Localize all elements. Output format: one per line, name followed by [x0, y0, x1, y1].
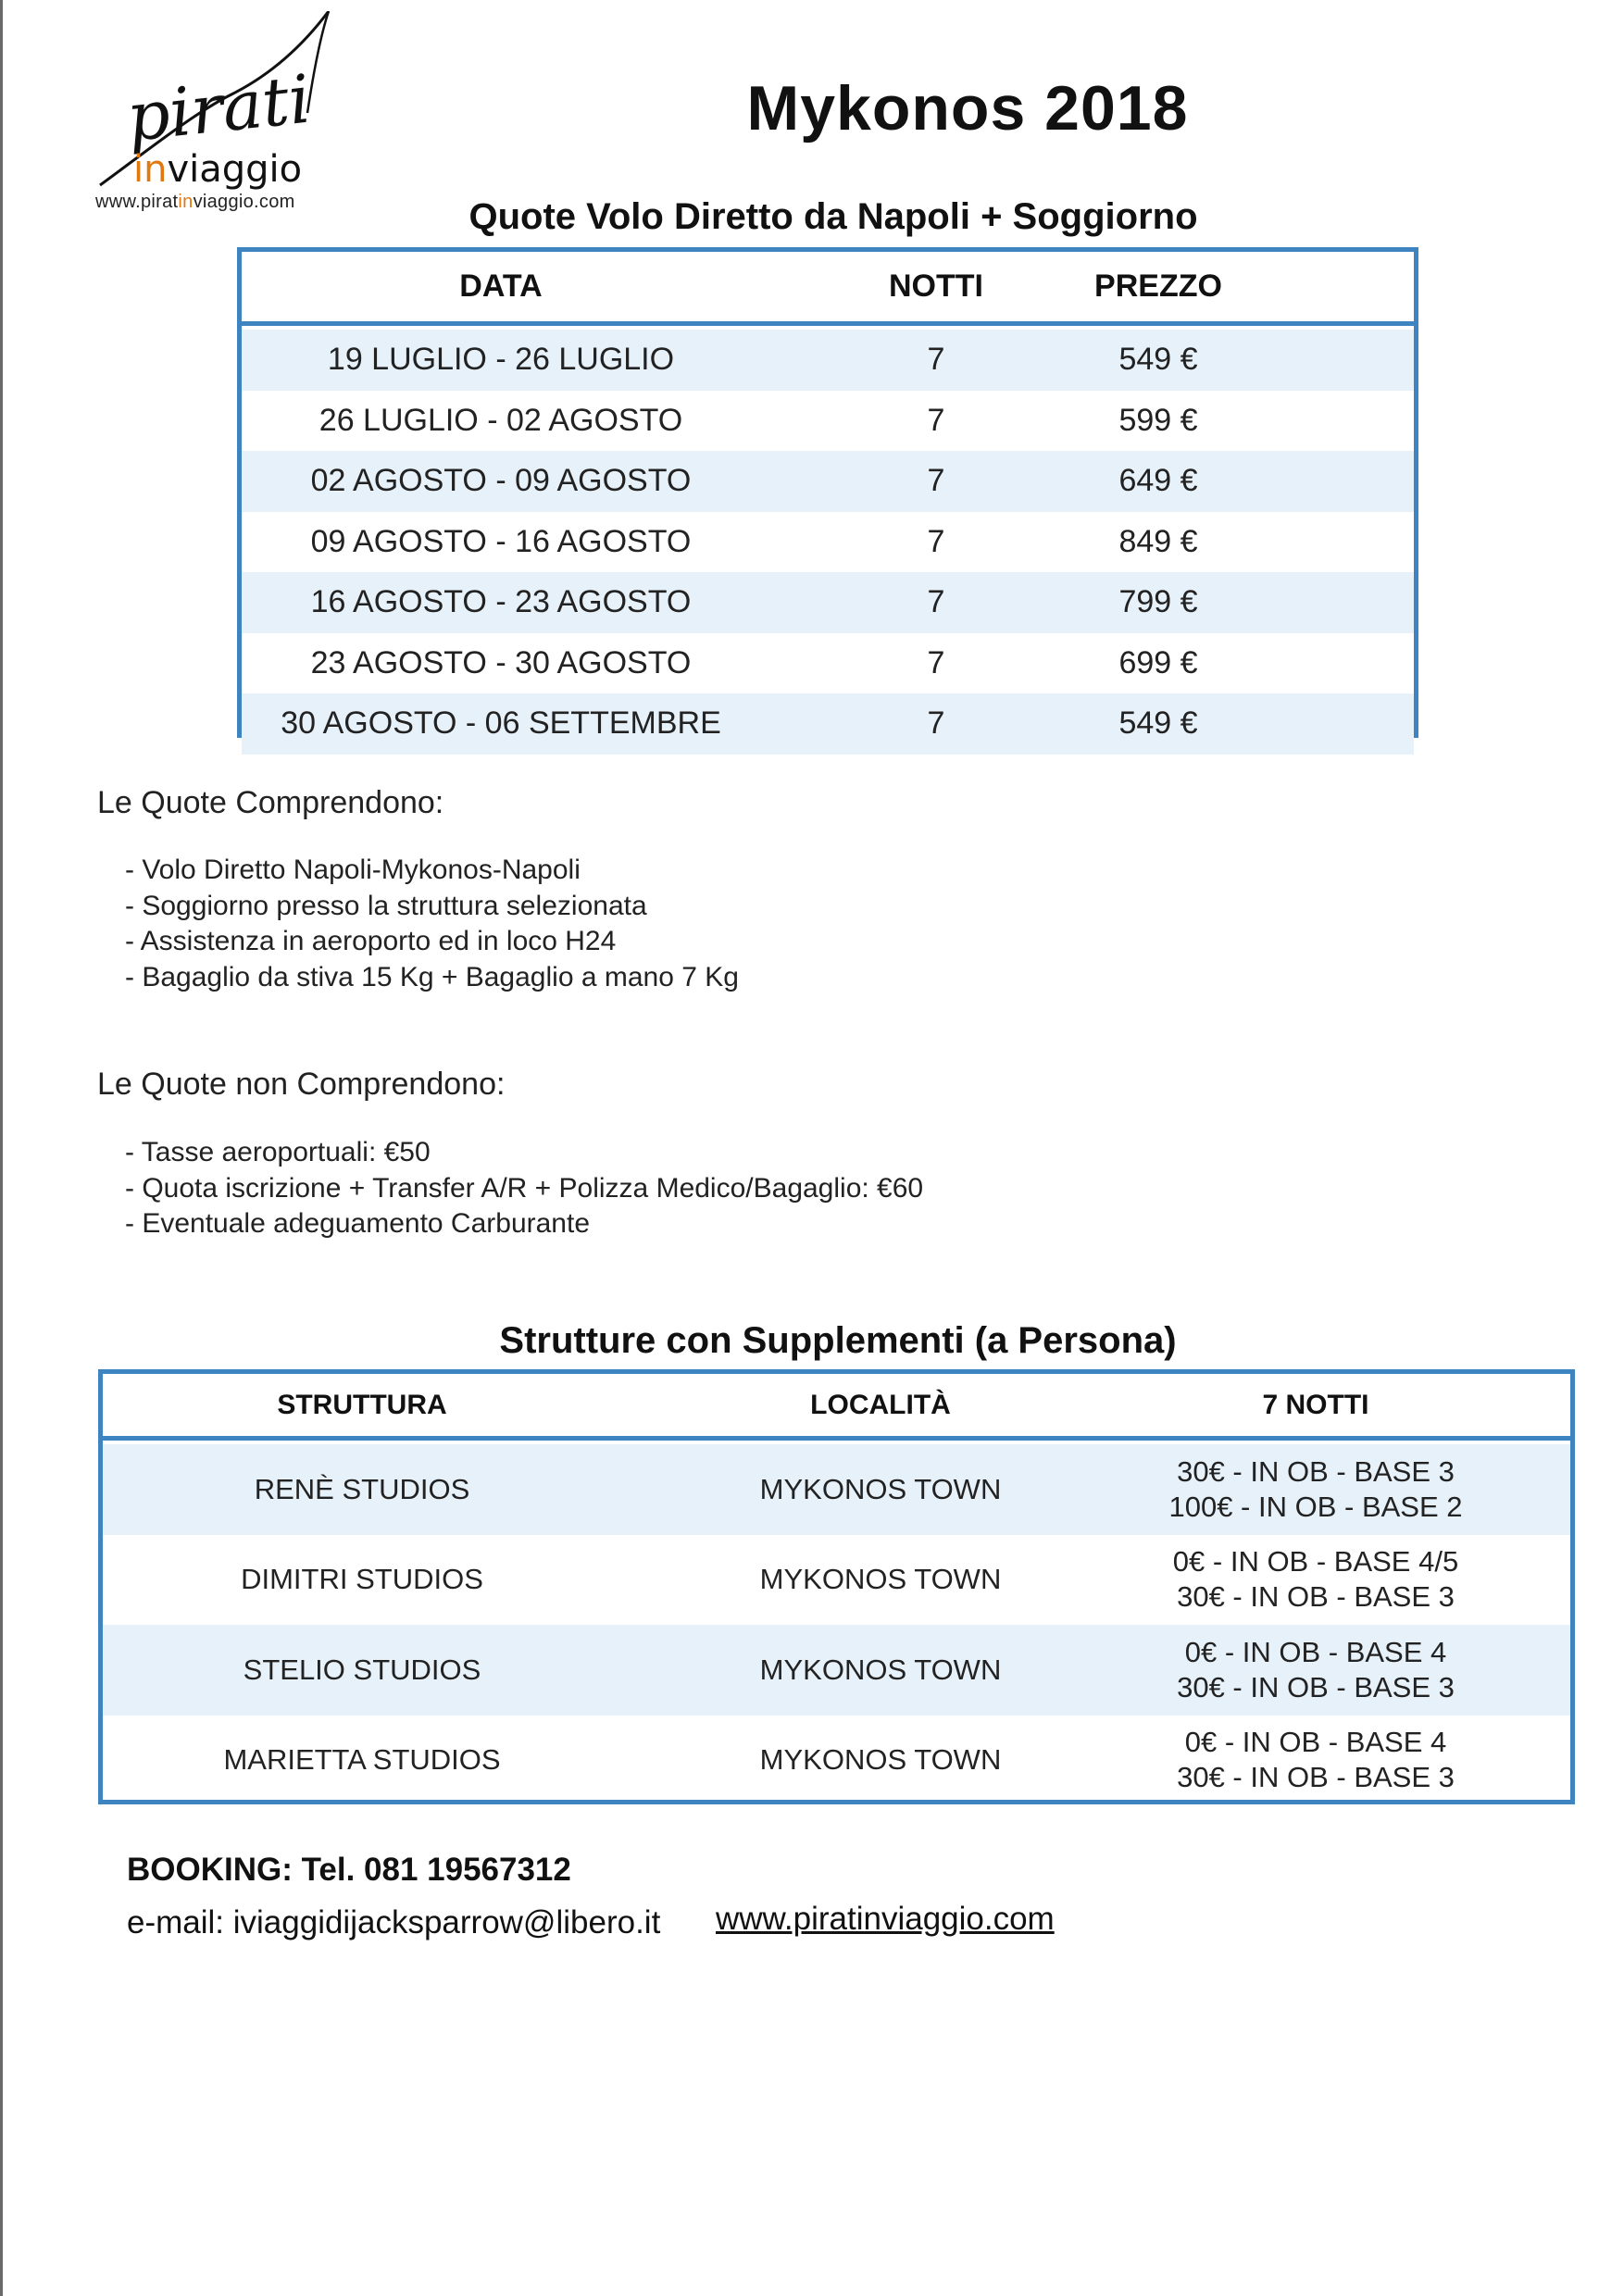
- supplement-line: 30€ - IN OB - BASE 3: [1177, 1761, 1455, 1794]
- header-date: DATA: [459, 268, 543, 304]
- structure-location: MYKONOS TOWN: [759, 1653, 1002, 1686]
- contact-email: e-mail: iviaggidijacksparrow@libero.it: [127, 1904, 661, 1940]
- list-item: - Bagaglio da stiva 15 Kg + Bagaglio a mano 7 Kg: [125, 960, 739, 996]
- nights-cell: 7: [927, 584, 945, 620]
- nights-cell: 7: [927, 705, 945, 742]
- table-row: [242, 693, 1414, 755]
- logo-text-bottom: [133, 148, 302, 191]
- date-cell: 09 AGOSTO - 16 AGOSTO: [310, 523, 692, 559]
- table-row: [103, 1625, 1570, 1716]
- supplement-line: 0€ - IN OB - BASE 4/5: [1172, 1545, 1459, 1578]
- list-item: - Volo Diretto Napoli-Mykonos-Napoli: [125, 853, 739, 889]
- header-price: PREZZO: [1094, 268, 1222, 304]
- table-row: [242, 330, 1414, 391]
- logo-url: www.piratinviaggio.com: [95, 192, 295, 212]
- logo-text-top: pirati: [122, 59, 315, 156]
- structure-supplement: [1066, 1535, 1566, 1626]
- structure-location: MYKONOS TOWN: [759, 1743, 1002, 1777]
- table-header-row: [242, 252, 1414, 326]
- flights-section-title: Quote Volo Diretto da Napoli + Soggiorno: [468, 196, 1198, 237]
- table-row: [242, 391, 1414, 452]
- flights-price-table: [237, 247, 1418, 742]
- structure-supplement: [1066, 1625, 1566, 1716]
- price-cell: 549 €: [1118, 705, 1198, 742]
- list-item: - Tasse aeroportuali: €50: [125, 1135, 923, 1171]
- structure-name: MARIETTA STUDIOS: [223, 1743, 501, 1777]
- structure-name: RENÈ STUDIOS: [254, 1472, 470, 1505]
- excludes-list: [125, 1135, 923, 1242]
- date-cell: 23 AGOSTO - 30 AGOSTO: [310, 644, 692, 680]
- table-row: [242, 633, 1414, 694]
- logo-text-rest: viaggio: [167, 148, 303, 191]
- website-link[interactable]: www.piratinviaggio.com: [716, 1901, 1055, 1937]
- date-cell: 02 AGOSTO - 09 AGOSTO: [310, 463, 692, 499]
- date-cell: 30 AGOSTO - 06 SETTEMBRE: [281, 705, 721, 742]
- structures-table: [98, 1369, 1575, 1804]
- table-row: [103, 1444, 1570, 1535]
- price-cell: 849 €: [1118, 523, 1198, 559]
- structure-name: DIMITRI STUDIOS: [241, 1563, 483, 1596]
- price-cell: 699 €: [1118, 644, 1198, 680]
- includes-title: Le Quote Comprendono:: [97, 785, 444, 820]
- table-row: [242, 572, 1414, 633]
- page-left-edge: [0, 0, 3, 2296]
- nights-cell: 7: [927, 402, 945, 438]
- list-item: - Quota iscrizione + Transfer A/R + Polizza Medico/Bagaglio: €60: [125, 1171, 923, 1207]
- logo-text-accent: in: [133, 148, 168, 191]
- nights-cell: 7: [927, 523, 945, 559]
- header-nights: NOTTI: [889, 268, 983, 304]
- header-structure: STRUTTURA: [277, 1389, 447, 1420]
- nights-cell: 7: [927, 644, 945, 680]
- booking-phone: BOOKING: Tel. 081 19567312: [127, 1852, 571, 1888]
- supplement-line: 30€ - IN OB - BASE 3: [1177, 1670, 1455, 1703]
- nights-cell: 7: [927, 463, 945, 499]
- list-item: - Soggiorno presso la struttura selezionata: [125, 889, 739, 925]
- structure-location: MYKONOS TOWN: [759, 1472, 1002, 1505]
- price-cell: 549 €: [1118, 342, 1198, 378]
- list-item: - Assistenza in aeroporto ed in loco H24: [125, 924, 739, 960]
- price-cell: 599 €: [1118, 402, 1198, 438]
- table-row: [242, 451, 1414, 512]
- page-title: Mykonos 2018: [746, 73, 1189, 144]
- nights-cell: 7: [927, 342, 945, 378]
- price-cell: 649 €: [1118, 463, 1198, 499]
- date-cell: 16 AGOSTO - 23 AGOSTO: [310, 584, 692, 620]
- supplement-line: 30€ - IN OB - BASE 3: [1177, 1580, 1455, 1614]
- structure-name: STELIO STUDIOS: [243, 1653, 481, 1686]
- structures-section-title: Strutture con Supplementi (a Persona): [499, 1320, 1177, 1361]
- structure-location: MYKONOS TOWN: [759, 1563, 1002, 1596]
- structure-supplement: [1066, 1716, 1566, 1806]
- header-7-nights: 7 NOTTI: [1262, 1389, 1369, 1420]
- date-cell: 26 LUGLIO - 02 AGOSTO: [319, 402, 683, 438]
- table-row: [103, 1535, 1570, 1626]
- list-item: - Eventuale adeguamento Carburante: [125, 1206, 923, 1242]
- table-row: [242, 512, 1414, 573]
- excludes-title: Le Quote non Comprendono:: [97, 1067, 506, 1102]
- table-header-row: [103, 1374, 1570, 1441]
- header-location: LOCALITÀ: [810, 1389, 951, 1420]
- supplement-line: 0€ - IN OB - BASE 4: [1184, 1635, 1447, 1668]
- price-cell: 799 €: [1118, 584, 1198, 620]
- supplement-line: 30€ - IN OB - BASE 3: [1177, 1454, 1455, 1488]
- includes-list: [125, 853, 739, 995]
- supplement-line: 0€ - IN OB - BASE 4: [1184, 1726, 1447, 1759]
- date-cell: 19 LUGLIO - 26 LUGLIO: [327, 342, 675, 378]
- table-row: [103, 1716, 1570, 1806]
- structure-supplement: [1066, 1444, 1566, 1535]
- supplement-line: 100€ - IN OB - BASE 2: [1168, 1490, 1463, 1523]
